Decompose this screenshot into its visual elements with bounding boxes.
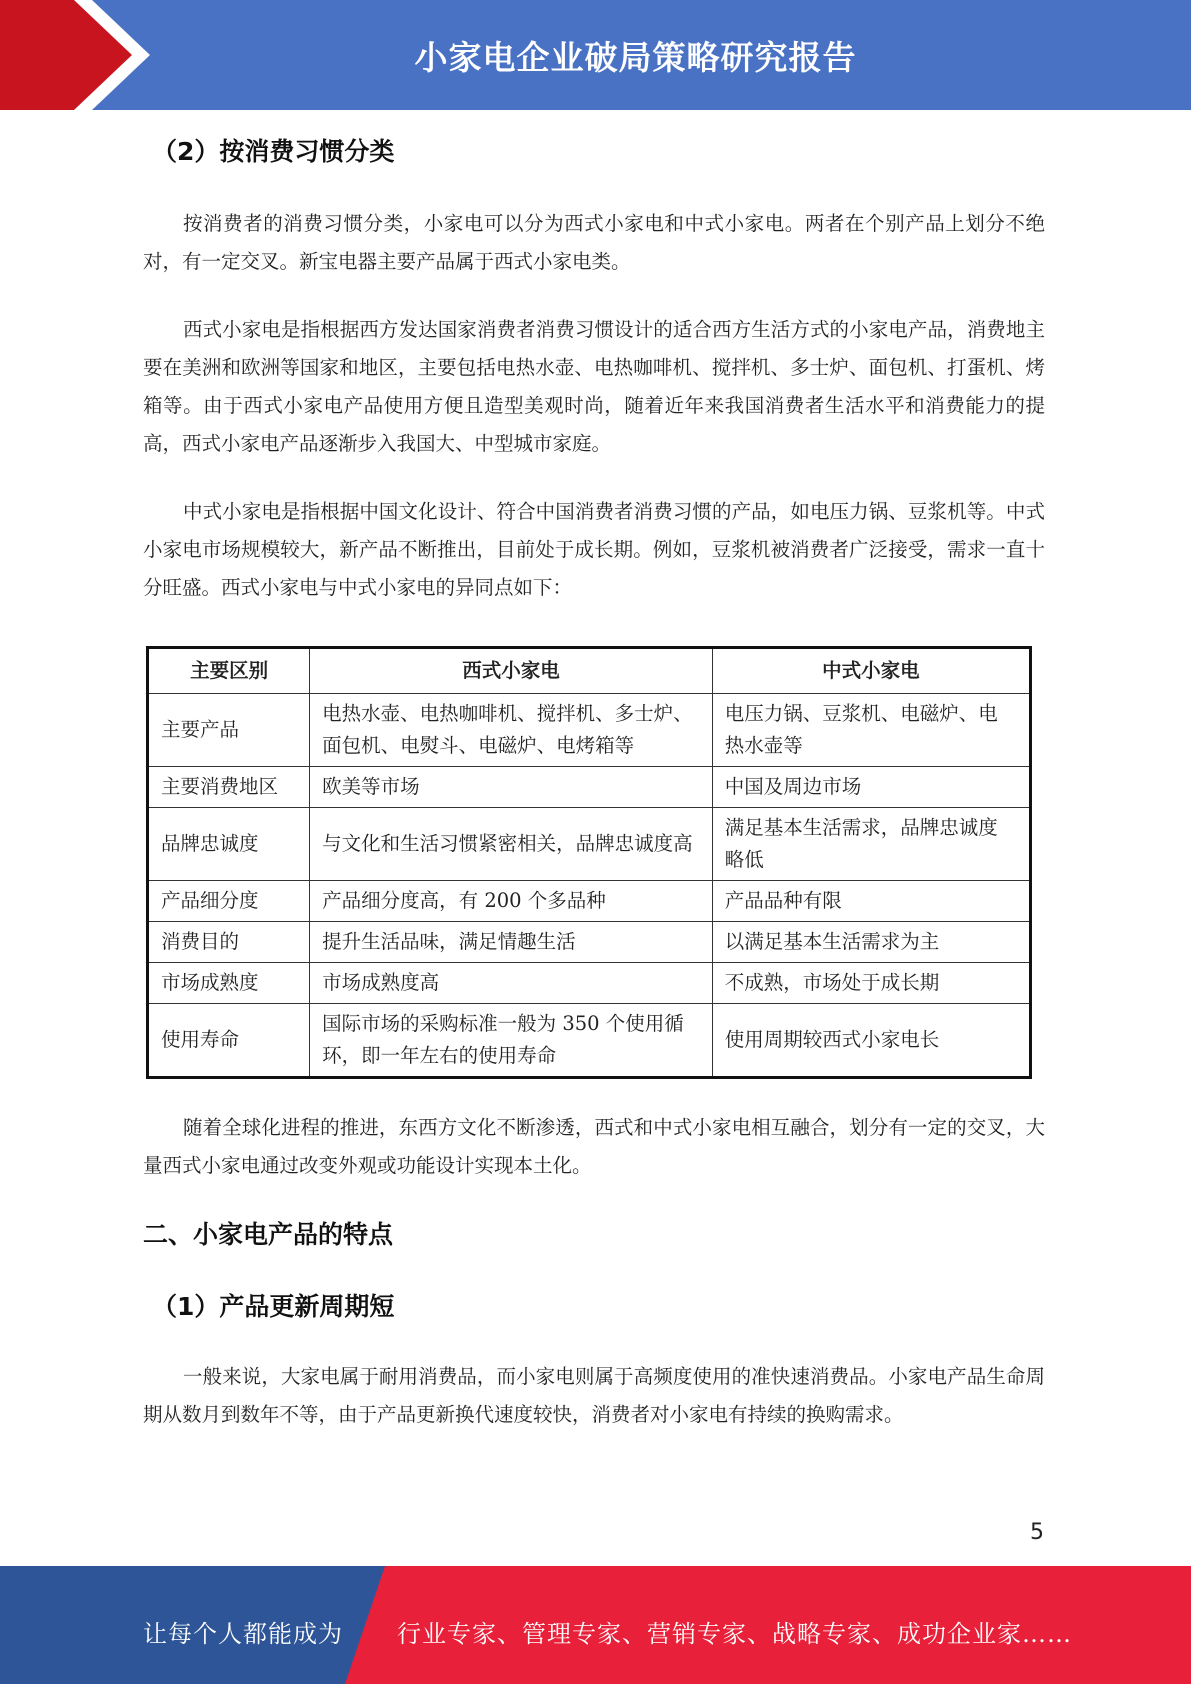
page-footer	[0, 1566, 1191, 1684]
table-cell: 产品细分度高，有 200 个多品种	[310, 881, 713, 922]
table-row	[148, 694, 1031, 767]
paragraph-intro: 按消费者的消费习惯分类，小家电可以分为西式小家电和中式小家电。两者在个别产品上划分不绝对，有一定交叉。新宝电器主要产品属于西式小家电类。	[143, 212, 1045, 273]
table-header-row	[148, 648, 1031, 694]
table-cell: 不成熟，市场处于成长期	[712, 963, 1030, 1004]
table-header-cell: 主要区别	[148, 648, 310, 694]
paragraph-chinese: 中式小家电是指根据中国文化设计、符合中国消费者消费习惯的产品，如电压力锅、豆浆机等。中式小家电市场规模较大，新产品不断推出，目前处于成长期。例如，豆浆机被消费者广泛接受，需求一直十分旺盛。西式小家电与中式小家电的异同点如下：	[143, 500, 1045, 599]
table-row	[148, 922, 1031, 963]
table-cell: 产品细分度	[148, 881, 310, 922]
table-cell: 满足基本生活需求，品牌忠诚度略低	[712, 808, 1030, 881]
table-row	[148, 1004, 1031, 1078]
table-cell: 欧美等市场	[310, 767, 713, 808]
table-cell: 与文化和生活习惯紧密相关，品牌忠诚度高	[310, 808, 713, 881]
report-title: 小家电企业破局策略研究报告	[414, 37, 857, 77]
section-heading-consumption: （2）按消费习惯分类	[152, 137, 395, 166]
table-header-cell: 西式小家电	[310, 648, 713, 694]
table-cell: 产品品种有限	[712, 881, 1030, 922]
table-cell: 主要产品	[148, 694, 310, 767]
table-row	[148, 881, 1031, 922]
paragraph-globalization: 随着全球化进程的推进，东西方文化不断渗透，西式和中式小家电相互融合，划分有一定的交叉，大量西式小家电通过改变外观或功能设计实现本土化。	[143, 1116, 1045, 1177]
section-heading-features: 二、小家电产品的特点	[143, 1220, 394, 1249]
table-cell: 以满足基本生活需求为主	[712, 922, 1030, 963]
table-cell: 品牌忠诚度	[148, 808, 310, 881]
table-cell: 消费目的	[148, 922, 310, 963]
paragraph-short-cycle: 一般来说，大家电属于耐用消费品，而小家电则属于高频度使用的准快速消费品。小家电产品生命周期从数月到数年不等，由于产品更新换代速度较快，消费者对小家电有持续的换购需求。	[143, 1365, 1045, 1426]
table-cell: 电热水壶、电热咖啡机、搅拌机、多士炉、面包机、电熨斗、电磁炉、电烤箱等	[310, 694, 713, 767]
table-row	[148, 963, 1031, 1004]
subsection-heading-short-cycle: （1）产品更新周期短	[152, 1292, 395, 1321]
page-header	[0, 0, 1191, 110]
table-cell: 市场成熟度	[148, 963, 310, 1004]
footer-slogan-left: 让每个人都能成为	[143, 1620, 343, 1648]
table-row	[148, 767, 1031, 808]
comparison-table	[146, 646, 1032, 1079]
table-cell: 使用寿命	[148, 1004, 310, 1078]
footer-slogan-right: 行业专家、管理专家、营销专家、战略专家、成功企业家……	[397, 1620, 1072, 1648]
table-cell: 市场成熟度高	[310, 963, 713, 1004]
table-cell: 中国及周边市场	[712, 767, 1030, 808]
page-number: 5	[1030, 1520, 1044, 1545]
paragraph-western: 西式小家电是指根据西方发达国家消费者消费习惯设计的适合西方生活方式的小家电产品，消费地主要在美洲和欧洲等国家和地区，主要包括电热水壶、电热咖啡机、搅拌机、多士炉、面包机、打蛋机、烤箱等。由于西式小家电产品使用方便且造型美观时尚，随着近年来我国消费者生活水平和消费能力的提高，西式小家电产品逐渐步入我国大、中型城市家庭。	[143, 318, 1045, 455]
table-cell: 电压力锅、豆浆机、电磁炉、电热水壶等	[712, 694, 1030, 767]
table-header-cell: 中式小家电	[712, 648, 1030, 694]
table-cell: 主要消费地区	[148, 767, 310, 808]
table-cell: 提升生活品味，满足情趣生活	[310, 922, 713, 963]
table-row	[148, 808, 1031, 881]
table-cell: 国际市场的采购标准一般为 350 个使用循环，即一年左右的使用寿命	[310, 1004, 713, 1078]
table-cell: 使用周期较西式小家电长	[712, 1004, 1030, 1078]
